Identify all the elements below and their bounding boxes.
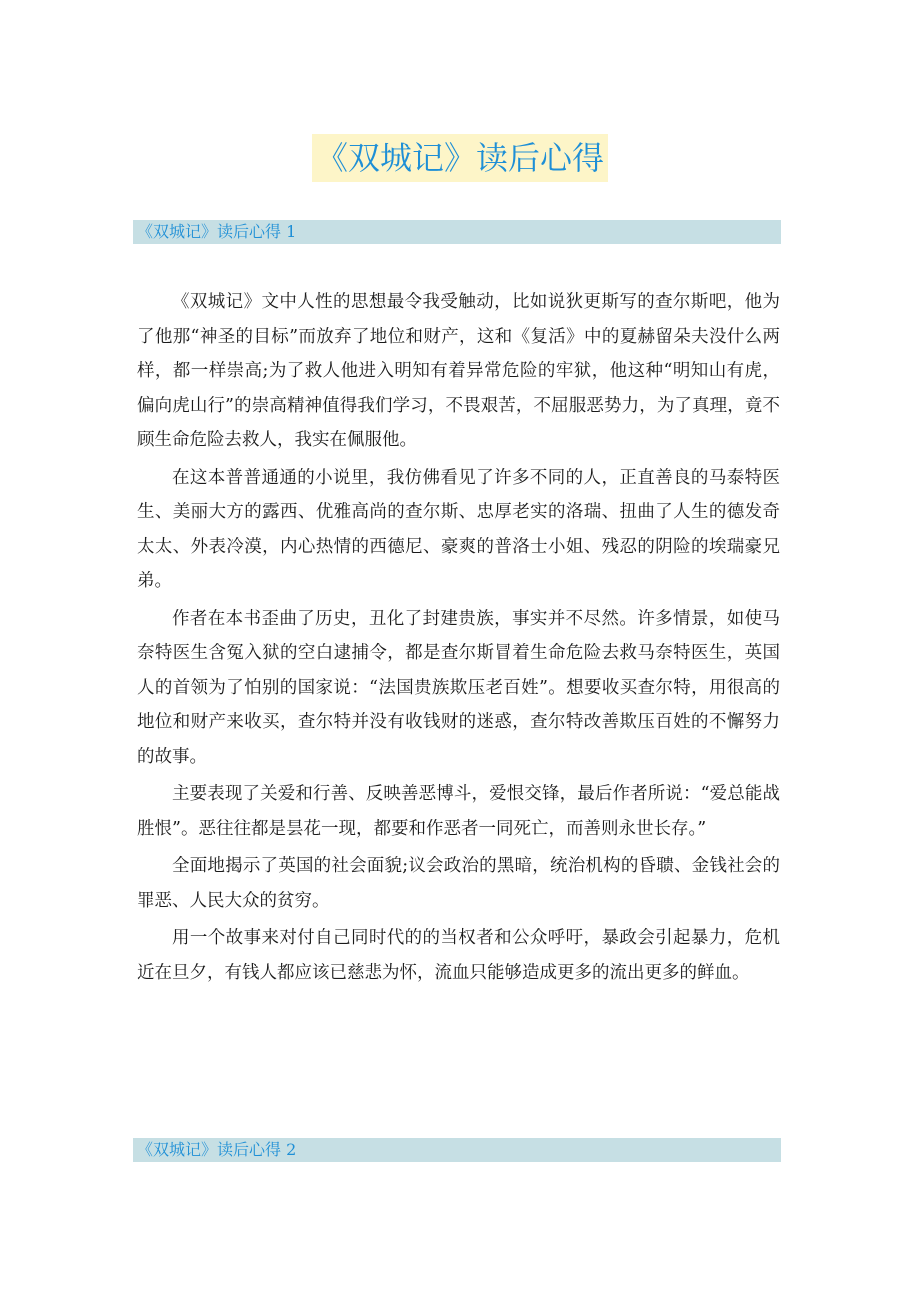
document-title: 《双城记》读后心得 (312, 134, 608, 182)
section-heading-1: 《双城记》读后心得 1 (133, 220, 781, 244)
paragraph-3: 作者在本书歪曲了历史，丑化了封建贵族，事实并不尽然。许多情景，如使马奈特医生含冤入狱的空白逮捕令，都是查尔斯冒着生命危险去救马奈特医生，英国人的首领为了怕别的国家说：“法国贵族欺压老百姓”。想要收买查尔特，用很高的地位和财产来收买，查尔特并没有收钱财的迷惑，查尔特改善欺压百姓的不懈努力的故事。 (137, 608, 780, 767)
section-heading-2: 《双城记》读后心得 2 (133, 1138, 781, 1162)
paragraph-5: 全面地揭示了英国的社会面貌;议会政治的黑暗，统治机构的昏聩、金钱社会的罪恶、人民大众的贫穷。 (137, 856, 780, 911)
paragraph-1: 《双城记》文中人性的思想最令我受触动，比如说狄更斯写的查尔斯吧，他为了他那“神圣的目标”而放弃了地位和财产，这和《复活》中的夏赫留朵夫没什么两样，都一样崇高;为了救人他进入明知有着异常危险的牢狱，他这种“明知山有虎，偏向虎山行”的崇高精神值得我们学习，不畏艰苦，不屈服恶势力，为了真理，竟不顾生命危险去救人，我实在佩服他。 (137, 292, 780, 450)
paragraph-6: 用一个故事来对付自己同时代的的当权者和公众呼吁，暴政会引起暴力，危机近在旦夕，有钱人都应该已慈悲为怀，流血只能够造成更多的流出更多的鲜血。 (137, 928, 780, 983)
paragraph-2: 在这本普普通通的小说里，我仿佛看见了许多不同的人，正直善良的马泰特医生、美丽大方的露西、优雅高尚的查尔斯、忠厚老实的洛瑞、扭曲了人生的德发奇太太、外表冷漠，内心热情的西德尼、豪爽的普洛士小姐、残忍的阴险的埃瑞豪兄弟。 (137, 467, 780, 591)
paragraph-4: 主要表现了关爱和行善、反映善恶博斗，爱恨交锋，最后作者所说：“爱总能战胜恨”。恶往往都是昙花一现，都要和作恶者一同死亡，而善则永世长存。” (137, 784, 780, 839)
section-1-body (137, 285, 780, 993)
title-container (0, 134, 920, 182)
